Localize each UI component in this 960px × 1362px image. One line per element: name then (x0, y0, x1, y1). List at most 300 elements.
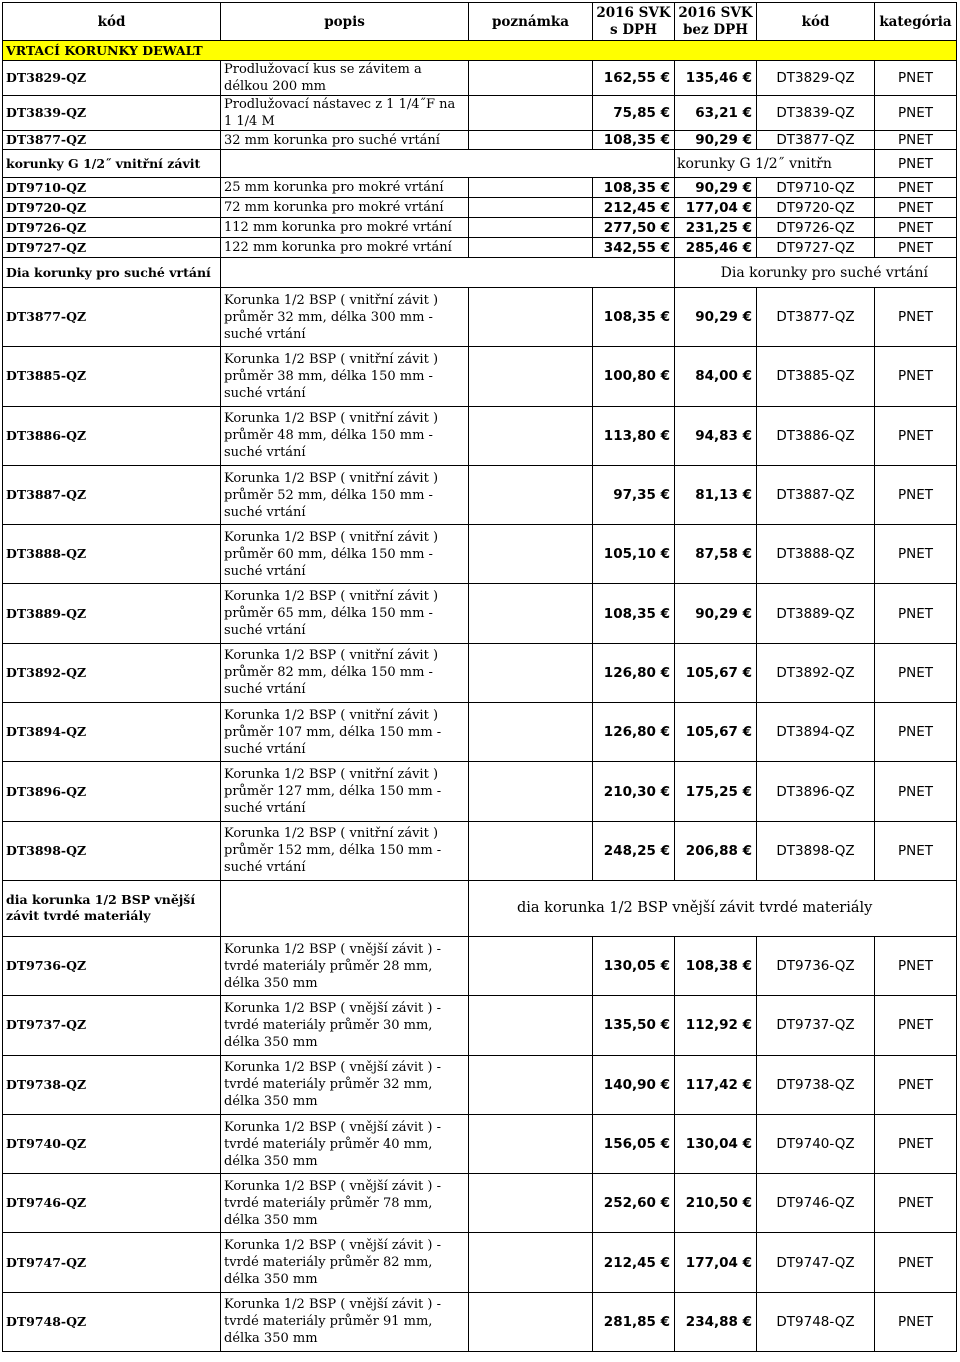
euro-symbol: € (737, 427, 752, 444)
table-row (3, 525, 957, 584)
price-with-vat (593, 218, 675, 238)
price-with-vat (593, 238, 675, 258)
header-kod: kód (3, 3, 221, 41)
product-code-2: DT3886-QZ (757, 406, 875, 465)
euro-symbol: € (655, 219, 670, 236)
product-code: DT9738-QZ (3, 1055, 221, 1114)
section-title-dry-right: Dia korunky pro suché vrtání (675, 258, 957, 288)
table-row (3, 703, 957, 762)
product-description: 122 mm korunka pro mokré vrtání (221, 238, 469, 258)
price-without-vat (675, 1292, 757, 1351)
product-code: DT9726-QZ (3, 218, 221, 238)
table-row (3, 821, 957, 880)
note-cell (469, 1292, 593, 1351)
euro-symbol: € (737, 1136, 752, 1152)
section-row-hard (3, 880, 957, 936)
table-row (3, 178, 957, 198)
euro-symbol: € (737, 783, 752, 800)
price-without-vat-value: 81,13 (695, 487, 738, 504)
note-cell (469, 996, 593, 1055)
header-svk-bez-dph-line1: 2016 SVK (678, 4, 753, 21)
euro-symbol: € (655, 70, 670, 86)
price-without-vat-value: 63,21 (695, 105, 738, 121)
product-code-2: DT9710-QZ (757, 178, 875, 198)
price-with-vat (593, 61, 675, 96)
price-with-vat (593, 584, 675, 643)
price-without-vat (675, 96, 757, 131)
price-without-vat (675, 61, 757, 96)
price-without-vat (675, 584, 757, 643)
product-code: DT3886-QZ (3, 406, 221, 465)
note-cell (469, 525, 593, 584)
euro-symbol: € (655, 546, 670, 563)
product-code: DT9727-QZ (3, 238, 221, 258)
note-cell (469, 584, 593, 643)
category: PNET (875, 150, 957, 178)
note-cell (469, 198, 593, 218)
product-code-2: DT3892-QZ (757, 643, 875, 702)
price-with-vat-value: 126,80 (603, 724, 656, 741)
category: PNET (875, 198, 957, 218)
product-code-2: DT3898-QZ (757, 821, 875, 880)
euro-symbol: € (737, 219, 752, 236)
section-spacer (221, 880, 469, 936)
category: PNET (875, 584, 957, 643)
category: PNET (875, 238, 957, 258)
euro-symbol: € (655, 199, 670, 216)
price-without-vat-value: 90,29 (695, 605, 738, 622)
header-svk-bez-dph (675, 3, 757, 41)
price-with-vat (593, 465, 675, 524)
header-popis: popis (221, 3, 469, 41)
price-without-vat-value: 90,29 (695, 132, 738, 148)
price-without-vat (675, 643, 757, 702)
note-cell (469, 178, 593, 198)
price-without-vat (675, 347, 757, 406)
price-with-vat (593, 762, 675, 821)
category: PNET (875, 1292, 957, 1351)
product-code: DT3898-QZ (3, 821, 221, 880)
euro-symbol: € (737, 132, 752, 148)
euro-symbol: € (655, 1195, 670, 1212)
product-description: 72 mm korunka pro mokré vrtání (221, 198, 469, 218)
price-with-vat-value: 248,25 (603, 842, 656, 859)
price-with-vat-value: 281,85 (603, 1313, 656, 1330)
euro-symbol: € (737, 487, 752, 504)
table-row (3, 238, 957, 258)
header-kod2: kód (757, 3, 875, 41)
table-row (3, 198, 957, 218)
price-without-vat (675, 996, 757, 1055)
price-with-vat (593, 131, 675, 150)
euro-symbol: € (655, 664, 670, 681)
price-with-vat (593, 996, 675, 1055)
category: PNET (875, 643, 957, 702)
category: PNET (875, 1233, 957, 1292)
product-code: DT3877-QZ (3, 131, 221, 150)
category: PNET (875, 762, 957, 821)
price-with-vat-value: 252,60 (603, 1195, 656, 1212)
product-description: Korunka 1/2 BSP ( vnitřní závit ) průměr 65 mm, délka 150 mm - suché vrtání (221, 584, 469, 643)
price-without-vat-value: 177,04 (685, 1254, 738, 1271)
price-with-vat-value: 113,80 (603, 427, 656, 444)
note-cell (469, 61, 593, 96)
category: PNET (875, 465, 957, 524)
euro-symbol: € (737, 605, 752, 622)
euro-symbol: € (655, 1313, 670, 1330)
category: PNET (875, 288, 957, 347)
product-code-2: DT9736-QZ (757, 936, 875, 995)
price-without-vat-value: 206,88 (685, 842, 738, 859)
price-without-vat (675, 525, 757, 584)
price-with-vat (593, 1114, 675, 1173)
price-without-vat-value: 84,00 (695, 368, 738, 385)
note-cell (469, 238, 593, 258)
euro-symbol: € (737, 179, 752, 196)
price-without-vat (675, 703, 757, 762)
note-cell (469, 936, 593, 995)
category: PNET (875, 703, 957, 762)
section-title-g12: korunky G 1/2˝ vnitřní závit (3, 150, 221, 178)
price-without-vat (675, 178, 757, 198)
product-code: DT9747-QZ (3, 1233, 221, 1292)
table-row (3, 1174, 957, 1233)
price-with-vat-value: 126,80 (603, 664, 656, 681)
price-without-vat-value: 90,29 (695, 309, 738, 326)
price-without-vat-value: 135,46 (685, 70, 738, 86)
euro-symbol: € (737, 1313, 752, 1330)
header-svk-s-dph (593, 3, 675, 41)
note-cell (469, 762, 593, 821)
product-code-2: DT9748-QZ (757, 1292, 875, 1351)
product-code: DT9736-QZ (3, 936, 221, 995)
product-description: 32 mm korunka pro suché vrtání (221, 131, 469, 150)
section-title-hard-right: dia korunka 1/2 BSP vnější závit tvrdé materiály (469, 880, 957, 936)
price-without-vat (675, 406, 757, 465)
price-without-vat-value: 130,04 (685, 1136, 738, 1152)
product-code: DT3892-QZ (3, 643, 221, 702)
header-poznamka: poznámka (469, 3, 593, 41)
price-without-vat-value: 87,58 (695, 546, 738, 563)
note-cell (469, 703, 593, 762)
note-cell (469, 347, 593, 406)
product-description: 25 mm korunka pro mokré vrtání (221, 178, 469, 198)
table-row (3, 406, 957, 465)
header-kategoria: kategória (875, 3, 957, 41)
price-without-vat (675, 198, 757, 218)
euro-symbol: € (655, 368, 670, 385)
price-without-vat (675, 762, 757, 821)
euro-symbol: € (655, 1136, 670, 1152)
price-without-vat (675, 1233, 757, 1292)
product-code: DT3829-QZ (3, 61, 221, 96)
price-with-vat (593, 178, 675, 198)
table-row (3, 96, 957, 131)
product-code-2: DT3877-QZ (757, 131, 875, 150)
product-description: Korunka 1/2 BSP ( vnitřní závit ) průměr 127 mm, délka 150 mm - suché vrtání (221, 762, 469, 821)
product-description: Korunka 1/2 BSP ( vnější závit ) - tvrdé materiály průměr 32 mm, délka 350 mm (221, 1055, 469, 1114)
product-code-2: DT3889-QZ (757, 584, 875, 643)
price-with-vat-value: 75,85 (613, 105, 656, 121)
price-with-vat-value: 212,45 (603, 199, 656, 216)
euro-symbol: € (655, 1254, 670, 1271)
product-code: DT9748-QZ (3, 1292, 221, 1351)
note-cell (469, 218, 593, 238)
price-without-vat (675, 821, 757, 880)
note-cell (469, 131, 593, 150)
note-cell (469, 1174, 593, 1233)
price-without-vat (675, 131, 757, 150)
category: PNET (875, 61, 957, 96)
section-title-dry: Dia korunky pro suché vrtání (3, 258, 221, 288)
price-with-vat (593, 525, 675, 584)
price-with-vat-value: 100,80 (603, 368, 656, 385)
product-description: Korunka 1/2 BSP ( vnitřní závit ) průměr 82 mm, délka 150 mm - suché vrtání (221, 643, 469, 702)
section-row-g12 (3, 150, 957, 178)
category: PNET (875, 218, 957, 238)
table-row (3, 1233, 957, 1292)
product-code-2: DT9746-QZ (757, 1174, 875, 1233)
product-code: DT9746-QZ (3, 1174, 221, 1233)
euro-symbol: € (737, 368, 752, 385)
euro-symbol: € (737, 1017, 752, 1034)
product-code-2: DT3877-QZ (757, 288, 875, 347)
price-without-vat (675, 1055, 757, 1114)
product-description: Prodlužovací nástavec z 1 1/4˝F na 1 1/4 M (221, 96, 469, 131)
price-without-vat (675, 1114, 757, 1173)
category: PNET (875, 525, 957, 584)
product-code-2: DT9740-QZ (757, 1114, 875, 1173)
section-spacer (221, 258, 675, 288)
product-description: Korunka 1/2 BSP ( vnitřní závit ) průměr 32 mm, délka 300 mm - suché vrtání (221, 288, 469, 347)
euro-symbol: € (655, 105, 670, 121)
price-without-vat-value: 112,92 (685, 1017, 738, 1034)
table-row (3, 643, 957, 702)
euro-symbol: € (655, 1017, 670, 1034)
price-without-vat-value: 285,46 (685, 239, 738, 256)
price-without-vat-value: 117,42 (685, 1076, 738, 1093)
note-cell (469, 96, 593, 131)
table-row (3, 762, 957, 821)
euro-symbol: € (737, 1195, 752, 1212)
product-description: Korunka 1/2 BSP ( vnitřní závit ) průměr 60 mm, délka 150 mm - suché vrtání (221, 525, 469, 584)
price-with-vat-value: 105,10 (603, 546, 656, 563)
table-row (3, 936, 957, 995)
euro-symbol: € (655, 239, 670, 256)
euro-symbol: € (737, 1254, 752, 1271)
section-spacer (221, 150, 675, 178)
product-description: Korunka 1/2 BSP ( vnější závit ) - tvrdé materiály průměr 91 mm, délka 350 mm (221, 1292, 469, 1351)
price-with-vat (593, 347, 675, 406)
table-row (3, 996, 957, 1055)
product-code-2: DT9737-QZ (757, 996, 875, 1055)
header-row (3, 3, 957, 41)
price-without-vat-value: 231,25 (685, 219, 738, 236)
price-without-vat-value: 105,67 (685, 664, 738, 681)
note-cell (469, 465, 593, 524)
category: PNET (875, 821, 957, 880)
price-without-vat-value: 105,67 (685, 724, 738, 741)
price-with-vat (593, 96, 675, 131)
price-without-vat (675, 465, 757, 524)
price-without-vat-value: 234,88 (685, 1313, 738, 1330)
header-svk-s-dph-line1: 2016 SVK (596, 4, 671, 21)
euro-symbol: € (737, 1076, 752, 1093)
table-row (3, 584, 957, 643)
product-code-2: DT9727-QZ (757, 238, 875, 258)
product-code: DT3896-QZ (3, 762, 221, 821)
price-without-vat-value: 210,50 (685, 1195, 738, 1212)
euro-symbol: € (655, 132, 670, 148)
product-code-2: DT3888-QZ (757, 525, 875, 584)
price-table (2, 2, 957, 1352)
euro-symbol: € (737, 199, 752, 216)
product-description: Korunka 1/2 BSP ( vnitřní závit ) průměr 52 mm, délka 150 mm - suché vrtání (221, 465, 469, 524)
euro-symbol: € (737, 105, 752, 121)
product-code-2: DT3887-QZ (757, 465, 875, 524)
header-svk-s-dph-line2: s DPH (610, 21, 657, 38)
note-cell (469, 288, 593, 347)
table-row (3, 1114, 957, 1173)
euro-symbol: € (737, 842, 752, 859)
product-code: DT9720-QZ (3, 198, 221, 218)
table-row (3, 131, 957, 150)
category: PNET (875, 1114, 957, 1173)
product-code: DT3885-QZ (3, 347, 221, 406)
section-row-dry (3, 258, 957, 288)
table-row (3, 465, 957, 524)
category: PNET (875, 996, 957, 1055)
product-code-2: DT9738-QZ (757, 1055, 875, 1114)
price-with-vat-value: 212,45 (603, 1254, 656, 1271)
price-without-vat (675, 238, 757, 258)
product-code-2: DT9747-QZ (757, 1233, 875, 1292)
note-cell (469, 821, 593, 880)
product-code: DT9737-QZ (3, 996, 221, 1055)
category: PNET (875, 96, 957, 131)
euro-symbol: € (655, 179, 670, 196)
category: PNET (875, 1174, 957, 1233)
price-with-vat-value: 162,55 (603, 70, 656, 86)
euro-symbol: € (655, 309, 670, 326)
euro-symbol: € (737, 309, 752, 326)
table-row (3, 347, 957, 406)
price-with-vat-value: 108,35 (603, 132, 656, 148)
product-description: 112 mm korunka pro mokré vrtání (221, 218, 469, 238)
note-cell (469, 643, 593, 702)
price-with-vat (593, 703, 675, 762)
price-with-vat (593, 1292, 675, 1351)
product-code: DT3877-QZ (3, 288, 221, 347)
price-with-vat-value: 135,50 (603, 1017, 656, 1034)
category: PNET (875, 936, 957, 995)
price-without-vat (675, 1174, 757, 1233)
section-row-main (3, 41, 957, 61)
price-with-vat-value: 130,05 (603, 958, 656, 975)
euro-symbol: € (737, 70, 752, 86)
product-description: Korunka 1/2 BSP ( vnější závit ) - tvrdé materiály průměr 30 mm, délka 350 mm (221, 996, 469, 1055)
product-code: DT3889-QZ (3, 584, 221, 643)
header-svk-bez-dph-line2: bez DPH (682, 21, 748, 38)
product-code-2: DT9726-QZ (757, 218, 875, 238)
price-with-vat-value: 108,35 (603, 179, 656, 196)
note-cell (469, 1114, 593, 1173)
euro-symbol: € (655, 487, 670, 504)
price-with-vat (593, 198, 675, 218)
product-description: Korunka 1/2 BSP ( vnější závit ) - tvrdé materiály průměr 78 mm, délka 350 mm (221, 1174, 469, 1233)
euro-symbol: € (655, 842, 670, 859)
euro-symbol: € (737, 724, 752, 741)
product-code: DT3887-QZ (3, 465, 221, 524)
price-with-vat (593, 1055, 675, 1114)
price-with-vat-value: 210,30 (603, 783, 656, 800)
price-with-vat (593, 936, 675, 995)
euro-symbol: € (737, 546, 752, 563)
note-cell (469, 1055, 593, 1114)
price-without-vat-value: 108,38 (685, 958, 738, 975)
product-description: Korunka 1/2 BSP ( vnitřní závit ) průměr 152 mm, délka 150 mm - suché vrtání (221, 821, 469, 880)
product-code-2: DT3894-QZ (757, 703, 875, 762)
euro-symbol: € (655, 605, 670, 622)
product-code-2: DT3839-QZ (757, 96, 875, 131)
price-without-vat-value: 177,04 (685, 199, 738, 216)
price-with-vat-value: 156,05 (603, 1136, 656, 1152)
product-description: Korunka 1/2 BSP ( vnitřní závit ) průměr 38 mm, délka 150 mm - suché vrtání (221, 347, 469, 406)
product-code-2: DT9720-QZ (757, 198, 875, 218)
price-with-vat (593, 288, 675, 347)
table-row (3, 61, 957, 96)
price-without-vat (675, 936, 757, 995)
category: PNET (875, 406, 957, 465)
price-with-vat (593, 643, 675, 702)
price-without-vat-value: 94,83 (695, 427, 738, 444)
category: PNET (875, 1055, 957, 1114)
table-row (3, 1292, 957, 1351)
euro-symbol: € (737, 664, 752, 681)
product-description: Korunka 1/2 BSP ( vnější závit ) - tvrdé materiály průměr 40 mm, délka 350 mm (221, 1114, 469, 1173)
price-with-vat-value: 140,90 (603, 1076, 656, 1093)
product-description: Prodlužovací kus se závitem a délkou 200 mm (221, 61, 469, 96)
price-with-vat (593, 1233, 675, 1292)
table-row (3, 1055, 957, 1114)
price-with-vat-value: 97,35 (613, 487, 656, 504)
note-cell (469, 1233, 593, 1292)
product-code-2: DT3896-QZ (757, 762, 875, 821)
product-description: Korunka 1/2 BSP ( vnější závit ) - tvrdé materiály průměr 28 mm, délka 350 mm (221, 936, 469, 995)
euro-symbol: € (655, 783, 670, 800)
price-without-vat (675, 218, 757, 238)
price-with-vat-value: 108,35 (603, 605, 656, 622)
section-title-g12-right: korunky G 1/2˝ vnitřn (675, 150, 875, 178)
product-code-2: DT3885-QZ (757, 347, 875, 406)
price-without-vat-value: 175,25 (685, 783, 738, 800)
note-cell (469, 406, 593, 465)
product-code: DT3839-QZ (3, 96, 221, 131)
category: PNET (875, 347, 957, 406)
euro-symbol: € (655, 724, 670, 741)
euro-symbol: € (737, 239, 752, 256)
table-row (3, 218, 957, 238)
product-description: Korunka 1/2 BSP ( vnitřní závit ) průměr 107 mm, délka 150 mm - suché vrtání (221, 703, 469, 762)
price-with-vat (593, 821, 675, 880)
price-with-vat-value: 342,55 (603, 239, 656, 256)
price-without-vat (675, 288, 757, 347)
euro-symbol: € (655, 1076, 670, 1093)
section-title-hard: dia korunka 1/2 BSP vnější závit tvrdé materiály (3, 880, 221, 936)
category: PNET (875, 131, 957, 150)
table-row (3, 288, 957, 347)
euro-symbol: € (655, 958, 670, 975)
